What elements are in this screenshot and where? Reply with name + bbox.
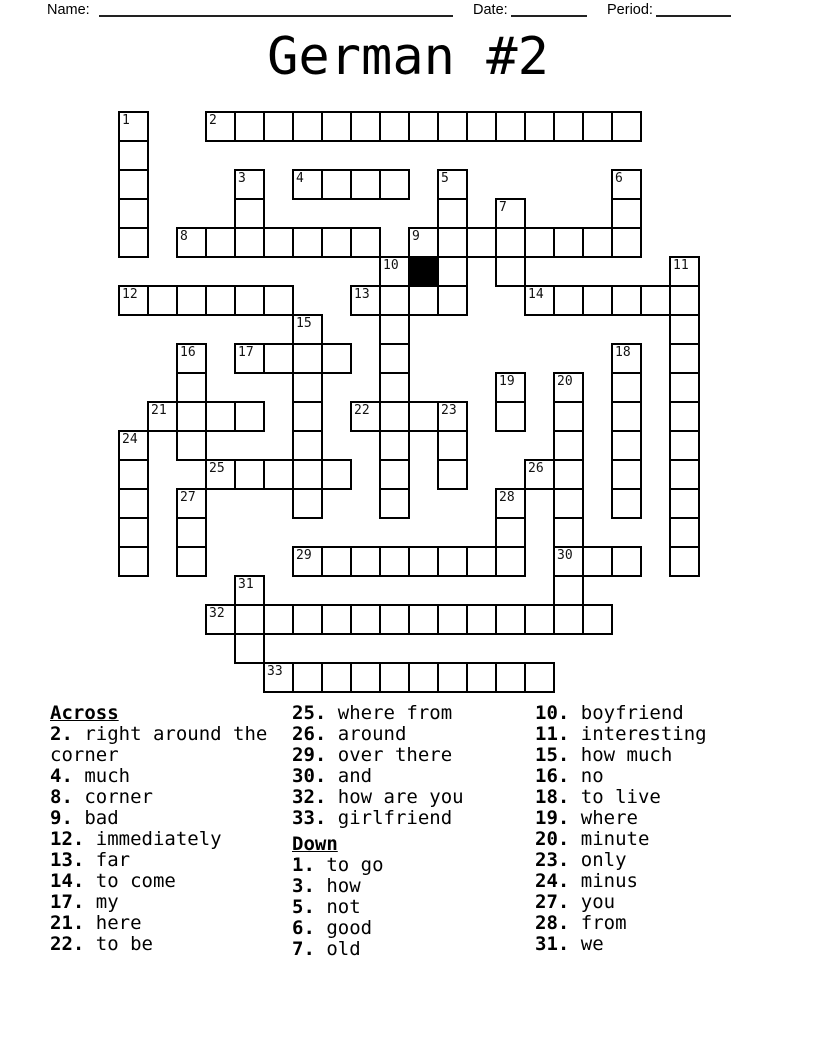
clue-number: 32. bbox=[292, 786, 327, 808]
clue-number: 33. bbox=[292, 807, 327, 829]
cell-number: 12 bbox=[122, 287, 138, 302]
clue-number: 31. bbox=[535, 933, 570, 955]
grid-cell[interactable] bbox=[495, 604, 526, 635]
cell-number: 9 bbox=[412, 229, 420, 244]
grid-cell[interactable] bbox=[234, 227, 265, 258]
grid-cell[interactable] bbox=[611, 343, 642, 374]
grid-cell[interactable] bbox=[350, 401, 381, 432]
cell-number: 17 bbox=[238, 345, 254, 360]
grid-cell[interactable] bbox=[118, 285, 149, 316]
clue-item: 33. girlfriend bbox=[292, 807, 453, 829]
grid-cell[interactable] bbox=[118, 459, 149, 490]
clue-number: 3. bbox=[292, 875, 315, 897]
grid-cell[interactable] bbox=[118, 488, 149, 519]
grid-cell[interactable] bbox=[379, 662, 410, 693]
cell-number: 29 bbox=[296, 548, 312, 563]
grid-cell[interactable] bbox=[553, 227, 584, 258]
grid-cell[interactable] bbox=[292, 227, 323, 258]
grid-cell[interactable] bbox=[234, 285, 265, 316]
clue-item: 32. how are you bbox=[292, 786, 464, 808]
grid-cell[interactable] bbox=[466, 111, 497, 142]
clue-item: 3. how bbox=[292, 875, 361, 897]
clue-number: 17. bbox=[50, 891, 85, 913]
across-header: Across bbox=[50, 702, 119, 724]
grid-cell[interactable] bbox=[321, 604, 352, 635]
cell-number: 33 bbox=[267, 664, 283, 679]
grid-cell[interactable] bbox=[553, 459, 584, 490]
clue-number: 14. bbox=[50, 870, 85, 892]
grid-cell[interactable] bbox=[553, 575, 584, 606]
clue-number: 11. bbox=[535, 723, 570, 745]
grid-cell[interactable] bbox=[495, 662, 526, 693]
grid-cell[interactable] bbox=[292, 372, 323, 403]
grid-cell[interactable] bbox=[408, 285, 439, 316]
clue-number: 8. bbox=[50, 786, 73, 808]
grid-cell[interactable] bbox=[234, 575, 265, 606]
clue-item: 29. over there bbox=[292, 744, 453, 766]
clue-item: 5. not bbox=[292, 896, 361, 918]
grid-cell[interactable] bbox=[379, 546, 410, 577]
grid-cell[interactable] bbox=[553, 488, 584, 519]
name-label: Name: bbox=[47, 2, 90, 18]
grid-cell[interactable] bbox=[408, 111, 439, 142]
grid-cell[interactable] bbox=[292, 430, 323, 461]
clue-item: 7. old bbox=[292, 938, 361, 960]
clue-number: 2. bbox=[50, 723, 73, 745]
clue-number: 1. bbox=[292, 854, 315, 876]
clue-number: 9. bbox=[50, 807, 73, 829]
grid-cell[interactable] bbox=[582, 227, 613, 258]
grid-cell[interactable] bbox=[553, 517, 584, 548]
grid-cell[interactable] bbox=[176, 401, 207, 432]
grid-cell[interactable] bbox=[263, 227, 294, 258]
grid-cell[interactable] bbox=[234, 459, 265, 490]
grid-cell[interactable] bbox=[263, 604, 294, 635]
grid-cell[interactable] bbox=[437, 169, 468, 200]
grid-cell[interactable] bbox=[118, 227, 149, 258]
grid-cell[interactable] bbox=[524, 285, 555, 316]
grid-cell[interactable] bbox=[176, 488, 207, 519]
grid-cell[interactable] bbox=[553, 430, 584, 461]
cell-number: 7 bbox=[499, 200, 507, 215]
cell-number: 8 bbox=[180, 229, 188, 244]
grid-cell[interactable] bbox=[263, 111, 294, 142]
clue-item: 31. we bbox=[535, 933, 604, 955]
grid-cell[interactable] bbox=[524, 604, 555, 635]
grid-cell[interactable] bbox=[437, 662, 468, 693]
across-clue-list bbox=[50, 724, 293, 955]
cell-number: 11 bbox=[673, 258, 689, 273]
clue-item: 15. how much bbox=[535, 744, 673, 766]
grid-cell[interactable] bbox=[176, 430, 207, 461]
clue-item: 27. you bbox=[535, 891, 616, 913]
clue-item: 25. where from bbox=[292, 702, 453, 724]
grid-cell[interactable] bbox=[379, 604, 410, 635]
cell-number: 18 bbox=[615, 345, 631, 360]
grid-cell[interactable] bbox=[437, 546, 468, 577]
grid-cell[interactable] bbox=[379, 256, 410, 287]
grid-cell[interactable] bbox=[611, 169, 642, 200]
grid-cell[interactable] bbox=[437, 198, 468, 229]
grid-cell[interactable] bbox=[118, 430, 149, 461]
date-label: Date: bbox=[473, 2, 508, 18]
grid-cell[interactable] bbox=[176, 546, 207, 577]
clues-column-3 bbox=[535, 703, 813, 955]
grid-cell[interactable] bbox=[379, 285, 410, 316]
down-header: Down bbox=[292, 833, 338, 855]
grid-cell[interactable] bbox=[495, 401, 526, 432]
grid-cell[interactable] bbox=[669, 343, 700, 374]
cell-number: 27 bbox=[180, 490, 196, 505]
grid-cell[interactable] bbox=[495, 227, 526, 258]
cell-number: 1 bbox=[122, 113, 130, 128]
clue-number: 24. bbox=[535, 870, 570, 892]
cell-number: 2 bbox=[209, 113, 217, 128]
grid-cell[interactable] bbox=[437, 285, 468, 316]
clue-number: 28. bbox=[535, 912, 570, 934]
grid-cell[interactable] bbox=[437, 430, 468, 461]
clue-number: 13. bbox=[50, 849, 85, 871]
grid-cell[interactable] bbox=[466, 227, 497, 258]
grid-cell[interactable] bbox=[437, 111, 468, 142]
clue-number: 18. bbox=[535, 786, 570, 808]
grid-cell[interactable] bbox=[669, 488, 700, 519]
cell-number: 32 bbox=[209, 606, 225, 621]
grid-cell[interactable] bbox=[234, 604, 265, 635]
grid-cell[interactable] bbox=[524, 227, 555, 258]
grid-cell[interactable] bbox=[234, 169, 265, 200]
grid-cell[interactable] bbox=[205, 401, 236, 432]
cell-number: 15 bbox=[296, 316, 312, 331]
grid-cell[interactable] bbox=[611, 488, 642, 519]
grid-cell[interactable] bbox=[292, 401, 323, 432]
grid-cell[interactable] bbox=[234, 633, 265, 664]
cell-number: 26 bbox=[528, 461, 544, 476]
grid-cell[interactable] bbox=[524, 662, 555, 693]
grid-cell[interactable] bbox=[321, 227, 352, 258]
grid-cell[interactable] bbox=[292, 169, 323, 200]
clue-item: 18. to live bbox=[535, 786, 661, 808]
grid-cell[interactable] bbox=[205, 604, 236, 635]
cell-number: 31 bbox=[238, 577, 254, 592]
clue-number: 16. bbox=[535, 765, 570, 787]
grid-cell[interactable] bbox=[524, 111, 555, 142]
grid-cell[interactable] bbox=[379, 488, 410, 519]
grid-cell[interactable] bbox=[350, 111, 381, 142]
grid-cell[interactable] bbox=[611, 372, 642, 403]
clue-number: 10. bbox=[535, 702, 570, 724]
grid-cell[interactable] bbox=[118, 517, 149, 548]
grid-cell[interactable] bbox=[321, 111, 352, 142]
grid-cell[interactable] bbox=[234, 401, 265, 432]
grid-cell[interactable] bbox=[118, 198, 149, 229]
clue-number: 21. bbox=[50, 912, 85, 934]
grid-cell[interactable] bbox=[205, 285, 236, 316]
clue-item: 12. immediately bbox=[50, 828, 222, 850]
grid-cell[interactable] bbox=[350, 285, 381, 316]
clue-item: 21. here bbox=[50, 912, 142, 934]
grid-cell[interactable] bbox=[379, 459, 410, 490]
clue-item: 22. to be bbox=[50, 933, 153, 955]
grid-cell[interactable] bbox=[611, 198, 642, 229]
clue-number: 23. bbox=[535, 849, 570, 871]
grid-cell[interactable] bbox=[466, 604, 497, 635]
grid-cell[interactable] bbox=[263, 459, 294, 490]
grid-cell[interactable] bbox=[669, 314, 700, 345]
grid-cell[interactable] bbox=[611, 459, 642, 490]
clue-number: 19. bbox=[535, 807, 570, 829]
grid-cell[interactable] bbox=[379, 169, 410, 200]
cell-number: 30 bbox=[557, 548, 573, 563]
clue-item: 26. around bbox=[292, 723, 407, 745]
clue-number: 7. bbox=[292, 938, 315, 960]
grid-cell[interactable] bbox=[379, 430, 410, 461]
cell-number: 23 bbox=[441, 403, 457, 418]
cell-number: 5 bbox=[441, 171, 449, 186]
cell-number: 22 bbox=[354, 403, 370, 418]
grid-cell[interactable] bbox=[466, 546, 497, 577]
grid-cell[interactable] bbox=[350, 662, 381, 693]
clue-number: 6. bbox=[292, 917, 315, 939]
clue-item: 19. where bbox=[535, 807, 638, 829]
clues-column-1 bbox=[50, 703, 293, 955]
clues-column-2 bbox=[292, 703, 532, 960]
clue-item: 30. and bbox=[292, 765, 373, 787]
grid-cell[interactable] bbox=[611, 430, 642, 461]
grid-cell[interactable] bbox=[263, 343, 294, 374]
grid-cell[interactable] bbox=[118, 111, 149, 142]
clue-item: 23. only bbox=[535, 849, 627, 871]
clue-item: 16. no bbox=[535, 765, 604, 787]
cell-number: 13 bbox=[354, 287, 370, 302]
across-clue-list-2 bbox=[292, 703, 532, 829]
grid-cell[interactable] bbox=[379, 343, 410, 374]
grid-cell[interactable] bbox=[669, 546, 700, 577]
down-clue-list-2 bbox=[535, 703, 813, 955]
clue-item: 4. much bbox=[50, 765, 131, 787]
grid-cell[interactable] bbox=[379, 111, 410, 142]
cell-number: 6 bbox=[615, 171, 623, 186]
clue-item: 11. interesting bbox=[535, 723, 707, 745]
grid-cell[interactable] bbox=[495, 517, 526, 548]
grid-cell[interactable] bbox=[437, 604, 468, 635]
grid-cell[interactable] bbox=[669, 459, 700, 490]
grid-cell[interactable] bbox=[582, 285, 613, 316]
grid-cell[interactable] bbox=[553, 401, 584, 432]
cell-number: 19 bbox=[499, 374, 515, 389]
grid-cell[interactable] bbox=[640, 285, 671, 316]
grid-cell[interactable] bbox=[437, 401, 468, 432]
grid-cell[interactable] bbox=[553, 285, 584, 316]
clue-item: 2. right around the corner bbox=[50, 723, 268, 766]
grid-cell[interactable] bbox=[118, 140, 149, 171]
grid-cell[interactable] bbox=[176, 517, 207, 548]
grid-cell[interactable] bbox=[408, 604, 439, 635]
grid-cell[interactable] bbox=[350, 546, 381, 577]
grid-cell[interactable] bbox=[408, 227, 439, 258]
grid-cell[interactable] bbox=[495, 372, 526, 403]
grid-cell[interactable] bbox=[176, 227, 207, 258]
clue-number: 4. bbox=[50, 765, 73, 787]
grid-cell[interactable] bbox=[234, 343, 265, 374]
clue-item: 24. minus bbox=[535, 870, 638, 892]
grid-cell[interactable] bbox=[611, 546, 642, 577]
clue-item: 20. minute bbox=[535, 828, 650, 850]
grid-cell[interactable] bbox=[408, 662, 439, 693]
clue-number: 20. bbox=[535, 828, 570, 850]
clue-item: 17. my bbox=[50, 891, 119, 913]
grid-cell[interactable] bbox=[321, 546, 352, 577]
grid-cell[interactable] bbox=[176, 372, 207, 403]
clue-number: 26. bbox=[292, 723, 327, 745]
grid-cell[interactable] bbox=[263, 285, 294, 316]
clue-item: 28. from bbox=[535, 912, 627, 934]
grid-cell[interactable] bbox=[350, 169, 381, 200]
clue-number: 5. bbox=[292, 896, 315, 918]
grid-cell[interactable] bbox=[437, 256, 468, 287]
grid-cell[interactable] bbox=[234, 198, 265, 229]
cell-number: 3 bbox=[238, 171, 246, 186]
grid-cell[interactable] bbox=[495, 111, 526, 142]
clue-item: 10. boyfriend bbox=[535, 702, 684, 724]
grid-cell[interactable] bbox=[118, 546, 149, 577]
grid-cell[interactable] bbox=[321, 662, 352, 693]
grid-cell[interactable] bbox=[437, 227, 468, 258]
clue-number: 22. bbox=[50, 933, 85, 955]
grid-cell[interactable] bbox=[292, 662, 323, 693]
grid-cell[interactable] bbox=[553, 546, 584, 577]
grid-cell[interactable] bbox=[321, 343, 352, 374]
clue-number: 15. bbox=[535, 744, 570, 766]
grid-cell[interactable] bbox=[263, 662, 294, 693]
grid-cell[interactable] bbox=[582, 546, 613, 577]
cell-number: 14 bbox=[528, 287, 544, 302]
grid-cell[interactable] bbox=[292, 488, 323, 519]
grid-cell[interactable] bbox=[408, 401, 439, 432]
grid-cell[interactable] bbox=[669, 430, 700, 461]
grid-cell[interactable] bbox=[553, 111, 584, 142]
cell-number: 24 bbox=[122, 432, 138, 447]
grid-cell[interactable] bbox=[524, 459, 555, 490]
grid-cell[interactable] bbox=[669, 285, 700, 316]
grid-cell[interactable] bbox=[234, 111, 265, 142]
grid-cell[interactable] bbox=[611, 285, 642, 316]
grid-cell[interactable] bbox=[669, 256, 700, 287]
grid-cell[interactable] bbox=[176, 285, 207, 316]
clue-item: 9. bad bbox=[50, 807, 119, 829]
cell-number: 20 bbox=[557, 374, 573, 389]
grid-cell[interactable] bbox=[582, 604, 613, 635]
cell-number: 25 bbox=[209, 461, 225, 476]
grid-cell[interactable] bbox=[292, 343, 323, 374]
grid-cell[interactable] bbox=[495, 198, 526, 229]
clue-item: 6. good bbox=[292, 917, 373, 939]
cell-number: 21 bbox=[151, 403, 167, 418]
grid-cell[interactable] bbox=[553, 604, 584, 635]
grid-cell[interactable] bbox=[669, 401, 700, 432]
grid-cell[interactable] bbox=[350, 604, 381, 635]
grid-cell[interactable] bbox=[292, 546, 323, 577]
grid-cell[interactable] bbox=[321, 459, 352, 490]
grid-cell[interactable] bbox=[205, 227, 236, 258]
grid-cell[interactable] bbox=[292, 459, 323, 490]
grid-cell-black bbox=[408, 256, 439, 287]
grid-cell[interactable] bbox=[292, 314, 323, 345]
grid-cell[interactable] bbox=[408, 546, 439, 577]
grid-cell[interactable] bbox=[553, 372, 584, 403]
grid-cell[interactable] bbox=[292, 111, 323, 142]
grid-cell[interactable] bbox=[321, 169, 352, 200]
grid-cell[interactable] bbox=[147, 401, 178, 432]
clue-number: 12. bbox=[50, 828, 85, 850]
grid-cell[interactable] bbox=[205, 111, 236, 142]
cell-number: 28 bbox=[499, 490, 515, 505]
cell-number: 10 bbox=[383, 258, 399, 273]
clue-number: 27. bbox=[535, 891, 570, 913]
grid-cell[interactable] bbox=[582, 111, 613, 142]
grid-cell[interactable] bbox=[495, 256, 526, 287]
clue-number: 30. bbox=[292, 765, 327, 787]
grid-cell[interactable] bbox=[379, 401, 410, 432]
grid-cell[interactable] bbox=[466, 662, 497, 693]
grid-cell[interactable] bbox=[611, 111, 642, 142]
page-title: German #2 bbox=[267, 27, 549, 87]
grid-cell[interactable] bbox=[669, 517, 700, 548]
clue-item: 13. far bbox=[50, 849, 131, 871]
grid-cell[interactable] bbox=[379, 372, 410, 403]
cell-number: 4 bbox=[296, 171, 304, 186]
grid-cell[interactable] bbox=[350, 227, 381, 258]
clue-item: 1. to go bbox=[292, 854, 384, 876]
grid-cell[interactable] bbox=[669, 372, 700, 403]
clue-number: 29. bbox=[292, 744, 327, 766]
grid-cell[interactable] bbox=[611, 227, 642, 258]
clue-item: 8. corner bbox=[50, 786, 153, 808]
grid-cell[interactable] bbox=[495, 546, 526, 577]
grid-cell[interactable] bbox=[292, 604, 323, 635]
grid-cell[interactable] bbox=[495, 488, 526, 519]
down-clue-list bbox=[292, 855, 532, 960]
grid-cell[interactable] bbox=[611, 401, 642, 432]
grid-cell[interactable] bbox=[147, 285, 178, 316]
period-label: Period: bbox=[607, 2, 653, 18]
grid-cell[interactable] bbox=[437, 459, 468, 490]
clue-item: 14. to come bbox=[50, 870, 176, 892]
grid-cell[interactable] bbox=[205, 459, 236, 490]
grid-cell[interactable] bbox=[118, 169, 149, 200]
cell-number: 16 bbox=[180, 345, 196, 360]
grid-cell[interactable] bbox=[379, 314, 410, 345]
clue-number: 25. bbox=[292, 702, 327, 724]
grid-cell[interactable] bbox=[176, 343, 207, 374]
